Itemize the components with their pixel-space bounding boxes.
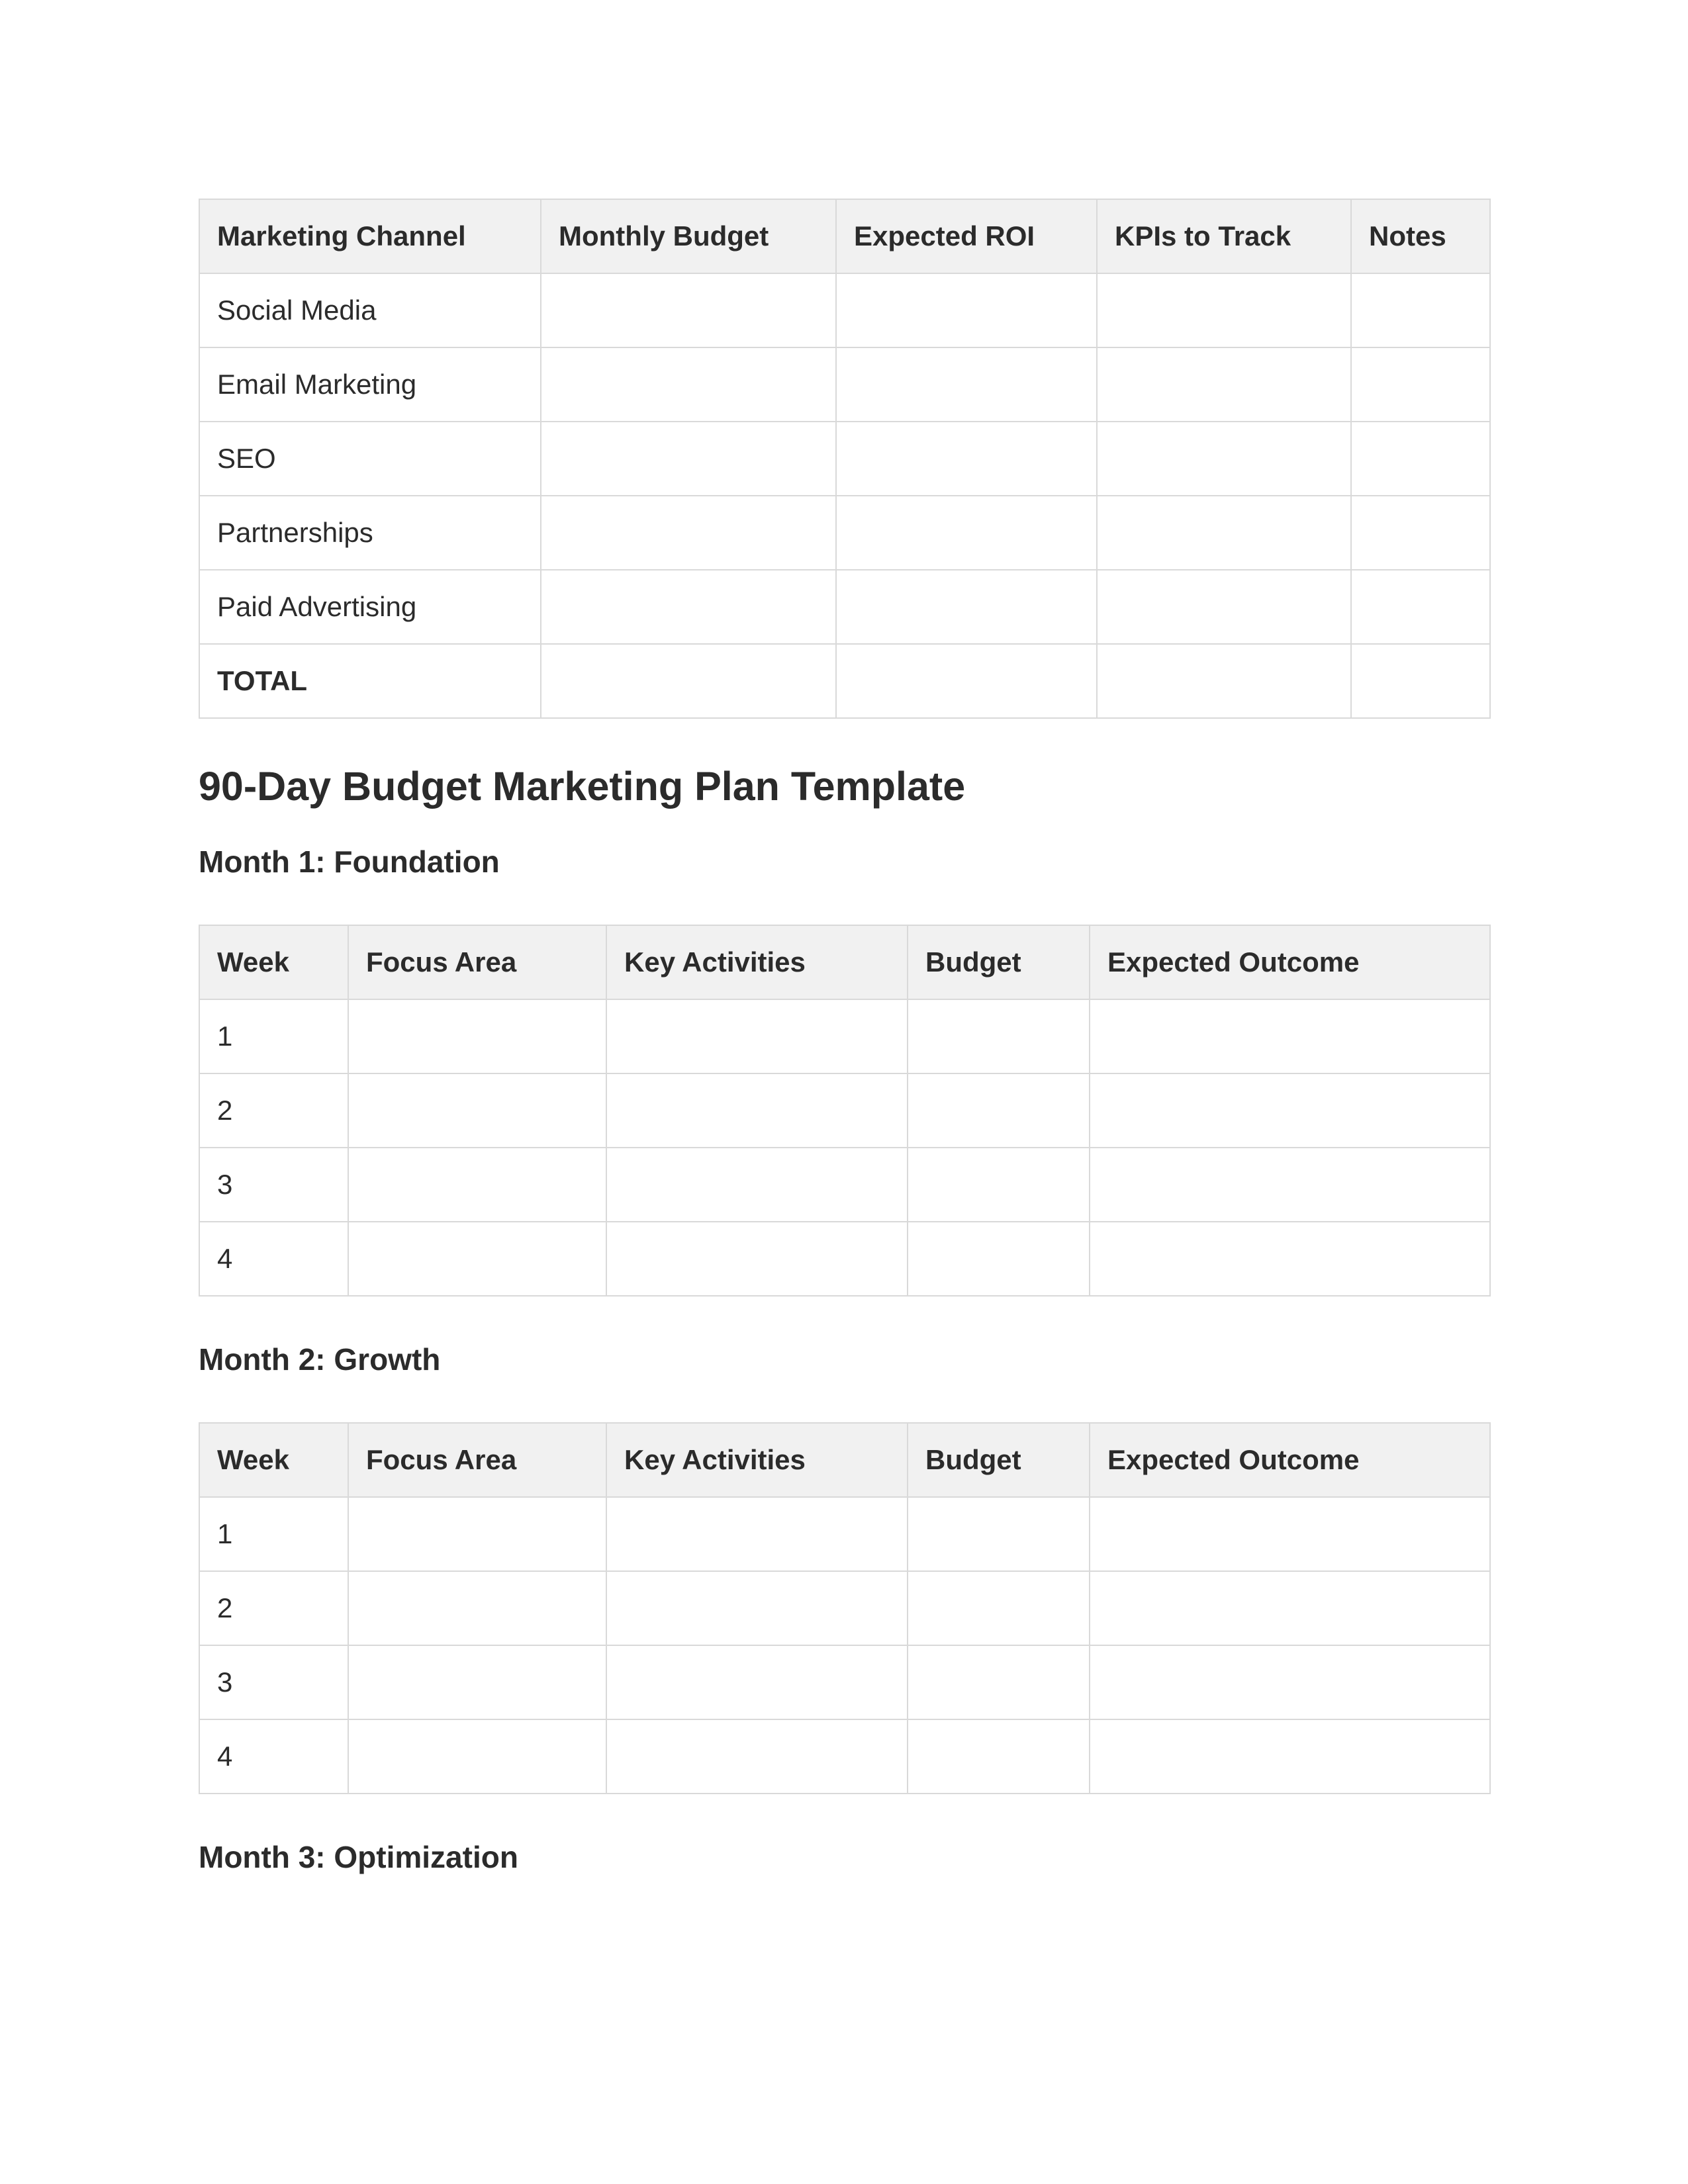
header-expected-roi: Expected ROI [836, 199, 1097, 273]
notes-cell [1351, 347, 1490, 422]
header-notes: Notes [1351, 199, 1490, 273]
focus-area-cell [348, 1497, 606, 1571]
expected-outcome-cell [1090, 1719, 1490, 1794]
header-week: Week [199, 925, 348, 999]
table-row [199, 1571, 1490, 1645]
expected-outcome-cell [1090, 999, 1490, 1073]
notes-cell [1351, 273, 1490, 347]
kpis-cell [1097, 570, 1351, 644]
table-row [199, 496, 1490, 570]
header-monthly-budget: Monthly Budget [541, 199, 836, 273]
week-cell: 1 [199, 1497, 348, 1571]
channel-cell: Partnerships [199, 496, 541, 570]
table-row [199, 422, 1490, 496]
total-label-cell: TOTAL [199, 644, 541, 718]
key-activities-cell [606, 1645, 908, 1719]
header-focus-area: Focus Area [348, 1423, 606, 1497]
focus-area-cell [348, 1073, 606, 1148]
budget-cell [908, 1571, 1090, 1645]
focus-area-cell [348, 1571, 606, 1645]
month-1-table [199, 925, 1491, 1297]
week-cell: 1 [199, 999, 348, 1073]
table-row [199, 1222, 1490, 1296]
expected-outcome-cell [1090, 1645, 1490, 1719]
kpis-cell [1097, 273, 1351, 347]
header-kpis-to-track: KPIs to Track [1097, 199, 1351, 273]
week-cell: 3 [199, 1148, 348, 1222]
focus-area-cell [348, 1719, 606, 1794]
header-key-activities: Key Activities [606, 925, 908, 999]
expected-roi-cell [836, 644, 1097, 718]
table-row [199, 1148, 1490, 1222]
expected-outcome-cell [1090, 1073, 1490, 1148]
expected-outcome-cell [1090, 1222, 1490, 1296]
budget-cell [908, 999, 1090, 1073]
key-activities-cell [606, 1497, 908, 1571]
budget-cell [908, 1148, 1090, 1222]
document-page [199, 199, 1489, 1872]
notes-cell [1351, 496, 1490, 570]
plan-title: 90-Day Budget Marketing Plan Template [199, 764, 966, 809]
month-2-title: Month 2: Growth [199, 1342, 441, 1377]
focus-area-cell [348, 999, 606, 1073]
table-row [199, 347, 1490, 422]
key-activities-cell [606, 1148, 908, 1222]
week-cell: 2 [199, 1571, 348, 1645]
focus-area-cell [348, 1222, 606, 1296]
channel-cell: Social Media [199, 273, 541, 347]
expected-outcome-cell [1090, 1571, 1490, 1645]
kpis-cell [1097, 347, 1351, 422]
budget-table [199, 199, 1491, 719]
key-activities-cell [606, 999, 908, 1073]
header-key-activities: Key Activities [606, 1423, 908, 1497]
expected-outcome-cell [1090, 1148, 1490, 1222]
week-cell: 4 [199, 1719, 348, 1794]
header-marketing-channel: Marketing Channel [199, 199, 541, 273]
expected-roi-cell [836, 422, 1097, 496]
table-row [199, 1073, 1490, 1148]
focus-area-cell [348, 1148, 606, 1222]
table-row [199, 570, 1490, 644]
expected-outcome-cell [1090, 1497, 1490, 1571]
table-header-row [199, 1423, 1490, 1497]
kpis-cell [1097, 496, 1351, 570]
table-row [199, 1645, 1490, 1719]
key-activities-cell [606, 1073, 908, 1148]
notes-cell [1351, 644, 1490, 718]
table-header-row [199, 925, 1490, 999]
month-3-title: Month 3: Optimization [199, 1840, 518, 1874]
budget-cell [908, 1497, 1090, 1571]
month-1-title: Month 1: Foundation [199, 844, 500, 879]
expected-roi-cell [836, 273, 1097, 347]
table-header-row [199, 199, 1490, 273]
channel-cell: SEO [199, 422, 541, 496]
week-cell: 2 [199, 1073, 348, 1148]
focus-area-cell [348, 1645, 606, 1719]
key-activities-cell [606, 1719, 908, 1794]
monthly-budget-cell [541, 496, 836, 570]
channel-cell: Email Marketing [199, 347, 541, 422]
kpis-cell [1097, 422, 1351, 496]
monthly-budget-cell [541, 273, 836, 347]
expected-roi-cell [836, 347, 1097, 422]
table-row [199, 273, 1490, 347]
table-row [199, 1719, 1490, 1794]
header-focus-area: Focus Area [348, 925, 606, 999]
monthly-budget-cell [541, 347, 836, 422]
kpis-cell [1097, 644, 1351, 718]
key-activities-cell [606, 1222, 908, 1296]
monthly-budget-cell [541, 422, 836, 496]
budget-cell [908, 1073, 1090, 1148]
expected-roi-cell [836, 496, 1097, 570]
header-budget: Budget [908, 1423, 1090, 1497]
notes-cell [1351, 570, 1490, 644]
header-expected-outcome: Expected Outcome [1090, 925, 1490, 999]
key-activities-cell [606, 1571, 908, 1645]
month-2-table [199, 1422, 1491, 1794]
week-cell: 3 [199, 1645, 348, 1719]
week-cell: 4 [199, 1222, 348, 1296]
table-row [199, 999, 1490, 1073]
budget-cell [908, 1719, 1090, 1794]
budget-cell [908, 1645, 1090, 1719]
header-budget: Budget [908, 925, 1090, 999]
expected-roi-cell [836, 570, 1097, 644]
monthly-budget-cell [541, 570, 836, 644]
table-total-row [199, 644, 1490, 718]
monthly-budget-cell [541, 644, 836, 718]
header-week: Week [199, 1423, 348, 1497]
table-row [199, 1497, 1490, 1571]
channel-cell: Paid Advertising [199, 570, 541, 644]
header-expected-outcome: Expected Outcome [1090, 1423, 1490, 1497]
budget-cell [908, 1222, 1090, 1296]
notes-cell [1351, 422, 1490, 496]
